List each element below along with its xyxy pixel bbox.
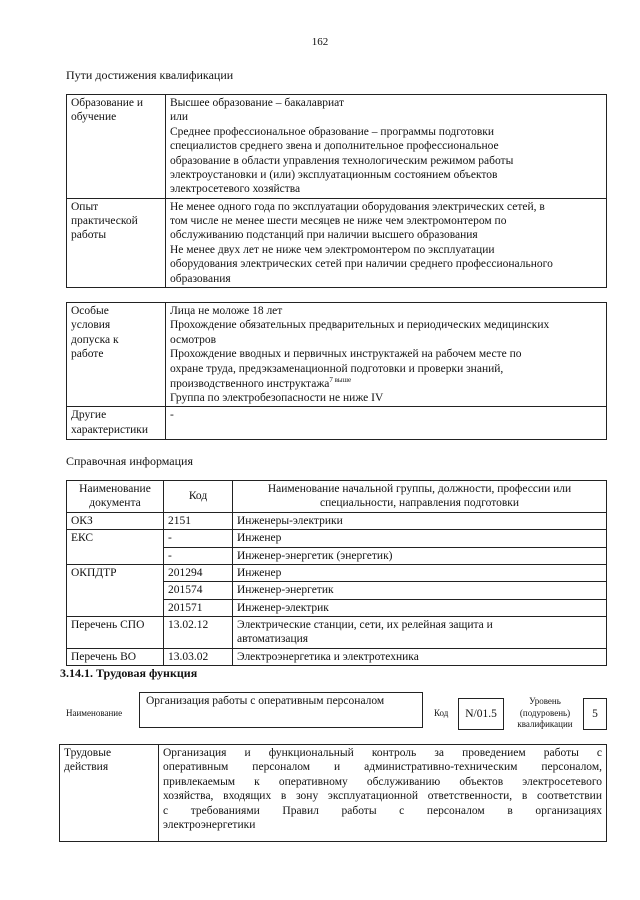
header-code: Код: [164, 481, 233, 513]
row-content: [166, 303, 607, 407]
function-name-box: Организация работы с оперативным персоналом: [139, 692, 423, 728]
code-cell: 13.02.12: [164, 617, 233, 649]
header-name: Наименование начальной группы, должности, профессии или специальности, направления подготовки: [233, 481, 607, 513]
level-label: Уровень (подуровень) квалификации: [517, 696, 573, 730]
name-cell: Инженеры-электрики: [233, 512, 607, 529]
name-cell: Электрические станции, сети, их релейная защита и автоматизация: [233, 617, 607, 649]
condition-line: Прохождение обязательных предварительных и периодических медицинских осмотров: [170, 319, 550, 346]
condition-line: Прохождение вводных и первичных инструктажей на рабочем месте по охране труда, предэкзаменационной подготовки и проверки знаний, производственного инструктажа$^{7 выше}$: [170, 348, 522, 390]
name-cell: Инженер-электрик: [233, 599, 607, 616]
doc-cell: ОКПДТР: [67, 564, 164, 616]
table-row: [67, 95, 607, 199]
code-cell: -: [164, 547, 233, 564]
row-content: -: [166, 407, 607, 440]
doc-cell: ОКЗ: [67, 512, 164, 529]
action-line: Организация и функциональный контроль за проведением работы с: [163, 747, 602, 759]
reference-table: [66, 480, 607, 666]
code-cell: 2151: [164, 512, 233, 529]
code-cell: 201294: [164, 564, 233, 581]
table-header-row: [67, 481, 607, 513]
reference-section-title: Справочная информация: [66, 454, 193, 468]
name-cell: Инженер: [233, 530, 607, 547]
row-label: Особые условия допуска к работе: [67, 303, 166, 407]
page-number: 162: [311, 36, 329, 48]
action-line: электроэнергетики: [163, 818, 256, 831]
doc-cell: Перечень СПО: [67, 617, 164, 649]
row-content: Высшее образование – бакалавриат или Среднее профессиональное образование – программы подготовки специалистов среднего звена и дополнительное профессиональное образование в области управления технологическим режимом работы электроустановки и (или) эксплуатационным состоянием объектов электросетевого хозяйства: [166, 95, 607, 199]
code-cell: 201574: [164, 582, 233, 599]
row-label: Трудовые действия: [60, 745, 159, 842]
row-content: [159, 745, 607, 842]
action-line: оперативным персоналом и административно-техническим персоналом,: [163, 761, 602, 774]
code-cell: -: [164, 530, 233, 547]
action-line: привлекаемым к оперативному обслуживанию объектов электросетевого: [163, 775, 602, 788]
condition-line: Лица не моложе 18 лет: [170, 305, 283, 317]
code-label: Код: [434, 708, 449, 718]
conditions-table: [66, 302, 607, 440]
row-label: Опыт практической работы: [67, 198, 166, 287]
action-line: с требованиями Правил работы с персоналом в организациях: [163, 804, 602, 817]
table-row: [67, 303, 607, 407]
name-cell: Инженер: [233, 564, 607, 581]
row-content: Не менее одного года по эксплуатации оборудования электрических сетей, в том числе не менее шести месяцев не ниже чем электромонтером по обслуживанию подстанций при наличии высшего образования Не менее двух лет не ниже чем электромонтером по эксплуатации оборудования электрических сетей при наличии среднего профессионального образования: [166, 198, 607, 287]
table-row: [67, 564, 607, 581]
footnote-ref: 7 выше: [329, 375, 352, 384]
function-code-box: N/01.5: [458, 698, 504, 730]
action-line: хозяйства, входящих в зону эксплуатационной ответственности, в соответствии: [163, 790, 602, 803]
doc-cell: Перечень ВО: [67, 648, 164, 665]
condition-line: Группа по электробезопасности не ниже IV: [170, 392, 384, 405]
qualification-level-box: 5: [583, 698, 607, 730]
labor-function-heading: 3.14.1. Трудовая функция: [60, 666, 198, 680]
name-cell: Инженер-энергетик: [233, 582, 607, 599]
name-label: Наименование: [66, 708, 123, 718]
name-cell: Инженер-энергетик (энергетик): [233, 547, 607, 564]
table-row: [67, 617, 607, 649]
paths-section-title: Пути достижения квалификации: [66, 68, 234, 82]
table-row: [67, 512, 607, 529]
doc-cell: ЕКС: [67, 530, 164, 565]
labor-actions-table: [59, 744, 607, 842]
name-cell: Электроэнергетика и электротехника: [233, 648, 607, 665]
table-row: [60, 745, 607, 842]
row-label: Образование и обучение: [67, 95, 166, 199]
code-cell: 13.03.02: [164, 648, 233, 665]
table-row: [67, 198, 607, 287]
table-row: [67, 407, 607, 440]
row-label: Другие характеристики: [67, 407, 166, 440]
table-row: [67, 530, 607, 547]
qualification-paths-table: [66, 94, 607, 288]
code-cell: 201571: [164, 599, 233, 616]
table-row: [67, 648, 607, 665]
header-doc: Наименование документа: [67, 481, 164, 513]
